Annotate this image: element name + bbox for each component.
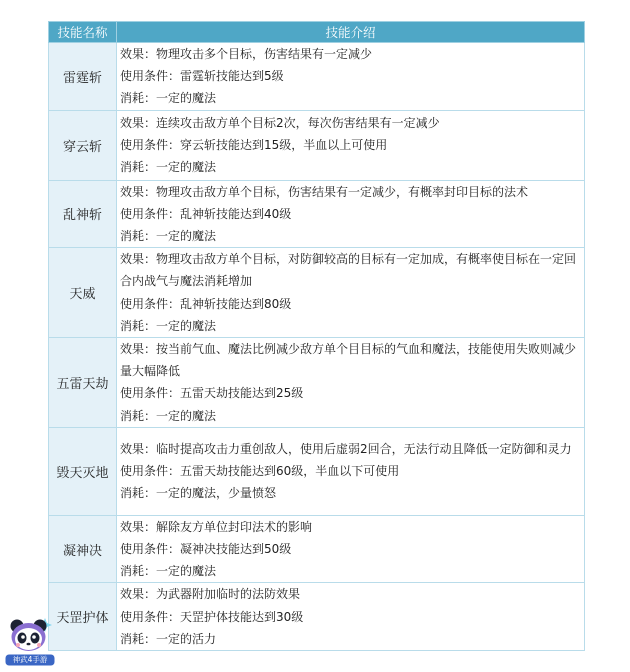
skill-effect: 效果：按当前气血、魔法比例减少敌方单个目目标的气血和魔法，技能使用失败则减少量大幅降低 xyxy=(120,342,577,379)
skill-description xyxy=(117,43,585,111)
skill-name: 雷霆斩 xyxy=(49,43,117,111)
skill-cost: 消耗：一定的魔法 xyxy=(120,564,217,579)
skill-requirement: 使用条件：雷霆斩技能达到5级 xyxy=(120,69,284,84)
column-header-skill-description: 技能介绍 xyxy=(117,22,585,43)
skill-name: 凝神决 xyxy=(49,515,117,583)
skill-name: 穿云斩 xyxy=(49,110,117,180)
skill-cost: 消耗：一定的魔法 xyxy=(120,318,217,333)
skill-name: 乱神斩 xyxy=(49,180,117,248)
skill-description xyxy=(117,583,585,651)
table-row xyxy=(49,180,585,248)
skill-description xyxy=(117,427,585,515)
table-row xyxy=(49,427,585,515)
skill-description xyxy=(117,110,585,180)
skill-description xyxy=(117,338,585,428)
skill-name: 天威 xyxy=(49,248,117,338)
skill-name: 五雷天劫 xyxy=(49,338,117,428)
skill-description xyxy=(117,515,585,583)
table-row xyxy=(49,515,585,583)
table-row xyxy=(49,583,585,651)
skill-name: 毁天灭地 xyxy=(49,427,117,515)
skill-requirement: 使用条件：凝神决技能达到50级 xyxy=(120,542,292,557)
skill-requirement: 使用条件：天罡护体技能达到30级 xyxy=(120,609,304,624)
skill-effect: 效果：为武器附加临时的法防效果 xyxy=(120,587,301,602)
watermark-logo-text: 神武4手游 xyxy=(12,655,48,664)
skill-effect: 效果：物理攻击多个目标，伤害结果有一定减少 xyxy=(120,47,373,61)
skill-requirement: 使用条件：五雷天劫技能达到60级，半血以下可使用 xyxy=(120,464,400,479)
skill-requirement: 使用条件：乱神斩技能达到80级 xyxy=(120,296,292,311)
skill-table xyxy=(48,21,585,651)
skill-effect: 效果：物理攻击敌方单个目标，对防御较高的目标有一定加成，有概率使目标在一定回合内战气与魔法消耗增加 xyxy=(120,252,577,289)
table-header-row xyxy=(49,22,585,43)
skill-name: 天罡护体 xyxy=(49,583,117,651)
skill-requirement: 使用条件：五雷天劫技能达到25级 xyxy=(120,386,304,401)
table-row xyxy=(49,248,585,338)
skill-effect: 效果：解除友方单位封印法术的影响 xyxy=(120,519,313,534)
skill-requirement: 使用条件：穿云斩技能达到15级，半血以上可使用 xyxy=(120,138,388,152)
table-row xyxy=(49,110,585,180)
column-header-skill-name: 技能名称 xyxy=(49,22,117,43)
skill-requirement: 使用条件：乱神斩技能达到40级 xyxy=(120,206,292,221)
skill-cost: 消耗：一定的魔法，少量愤怒 xyxy=(120,486,277,501)
skill-effect: 效果：临时提高攻击力重创敌人，使用后虚弱2回合，无法行动且降低一定防御和灵力 xyxy=(120,442,572,457)
skill-cost: 消耗：一定的魔法 xyxy=(120,91,217,106)
skill-description xyxy=(117,180,585,248)
skill-effect: 效果：物理攻击敌方单个目标，伤害结果有一定减少，有概率封印目标的法术 xyxy=(120,184,529,199)
skill-cost: 消耗：一定的魔法 xyxy=(120,408,217,423)
skill-cost: 消耗：一定的魔法 xyxy=(120,229,217,244)
table-row xyxy=(49,43,585,111)
panda-mascot-logo-icon xyxy=(4,616,60,668)
skill-cost: 消耗：一定的魔法 xyxy=(120,160,217,175)
table-row xyxy=(49,338,585,428)
skill-cost: 消耗：一定的活力 xyxy=(120,631,217,646)
skill-description xyxy=(117,248,585,338)
skill-effect: 效果：连续攻击敌方单个目标2次，每次伤害结果有一定减少 xyxy=(120,115,440,130)
